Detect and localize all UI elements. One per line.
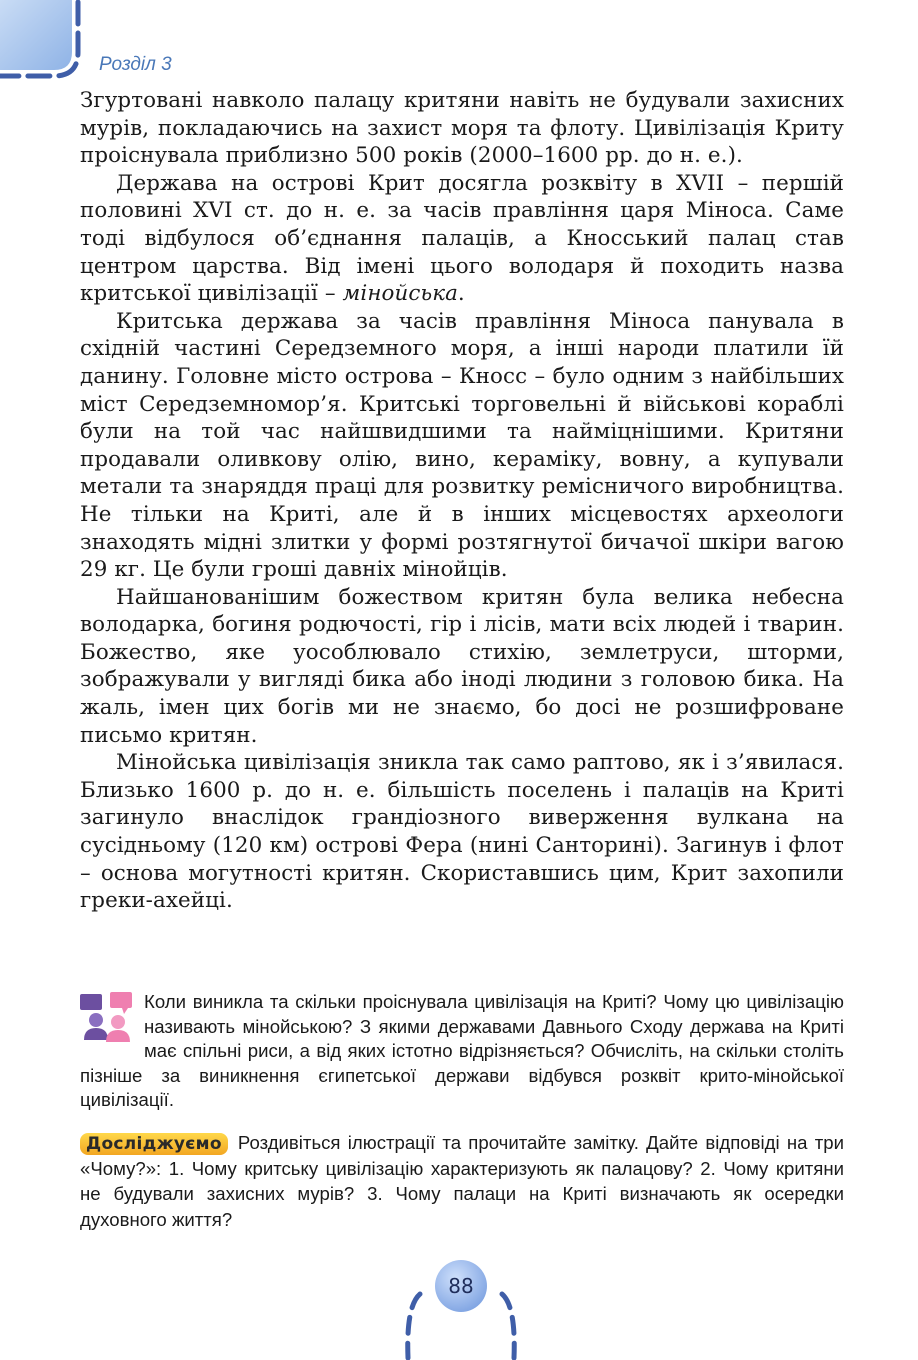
research-text: Роздивіться ілюстрації та прочитайте замітку. Дайте відповіді на три «Чому?»: 1. Чому критську цивілізацію характеризують як палацову? 2. Чому критяни не будували захисних мурів? 3. Чому палаци на Криті визначають як осередки духовного життя? [80, 1132, 844, 1230]
section-label: Розділ 3 [99, 54, 172, 75]
paragraph-1: Згуртовані навколо палацу критяни навіть не будували захисних мурів, покладаючись на захист моря та флоту. Цивілізація Криту проіснувала приблизно 500 років (2000–1600 рр. до н. е.). [80, 88, 844, 169]
discussion-task [80, 990, 844, 1113]
paragraph-2-text: Держава на острові Крит досягла розквіту в XVII – першій половині XVI ст. до н. е. за часів правління царя Міноса. Саме тоді відбулося об’єднання палаців, а Кносський палац став центром царства. Від імені цього володаря й походить назва критської цивілізації – [80, 170, 844, 307]
research-task [80, 1130, 844, 1232]
task-text: Коли виникла та скільки проіснувала цивілізація на Криті? Чому цю цивілізацію називають мінойською? З якими державами Давнього Сходу держава на Криті має спільні риси, а від яких істотно відрізняється? Обчисліть, на скільки століть пізніше за виникнення єгипетської держави відбувся розквіт крито-мінойської цивілізації. [80, 991, 844, 1111]
page-number: 88 [448, 1274, 474, 1298]
paragraph-2-end: . [457, 281, 465, 307]
paragraph-2 [80, 170, 844, 308]
paragraph-5: Мінойська цивілізація зникла так само раптово, як і з’явилася. Близько 1600 р. до н. е. більшість поселень і палаців на Криті загинуло внаслідок грандіозного виверження вулкана на сусідньому (120 км) острові Фера (нині Санторині). Загинув і флот – основа могутності критян. Скориставшись цим, Крит захопили греки-ахейці. [80, 750, 844, 914]
paragraph-3: Критська держава за часів правління Міноса панувала в східній частині Середземного моря, а інші народи платили їй данину. Головне місто острова – Кносс – було одним з найбільших міст Середземномор’я. Критські торговельні й військові кораблі були на той час найшвидшими та найміцнішими. Критяни продавали оливкову олію, вино, кераміку, вовну, а купували метали та знаряддя праці для розвитку ремісничого виробництва. Не тільки на Криті, але й в інших місцевостях археологи знаходять мідні злитки у формі розтягнутої бичачої шкіри вагою 29 кг. Це були гроші давніх мінойців. [80, 308, 844, 583]
main-text [80, 87, 844, 915]
minoan-term: мінойська [342, 281, 458, 307]
discussion-people-icon [80, 992, 136, 1042]
corner-decoration [0, 0, 90, 80]
paragraph-4: Найшанованішим божеством критян була велика небесна володарка, богиня родючості, гір і лісів, мати всіх людей і тварин. Божество, яке уособлювало стихію, землетруси, шторми, зображували у вигляді бика або іноді людини з головою бика. На жаль, імен цих богів ми не знаємо, бо досі не розшифроване письмо критян. [80, 584, 844, 748]
research-badge: Досліджуємо [80, 1133, 228, 1155]
